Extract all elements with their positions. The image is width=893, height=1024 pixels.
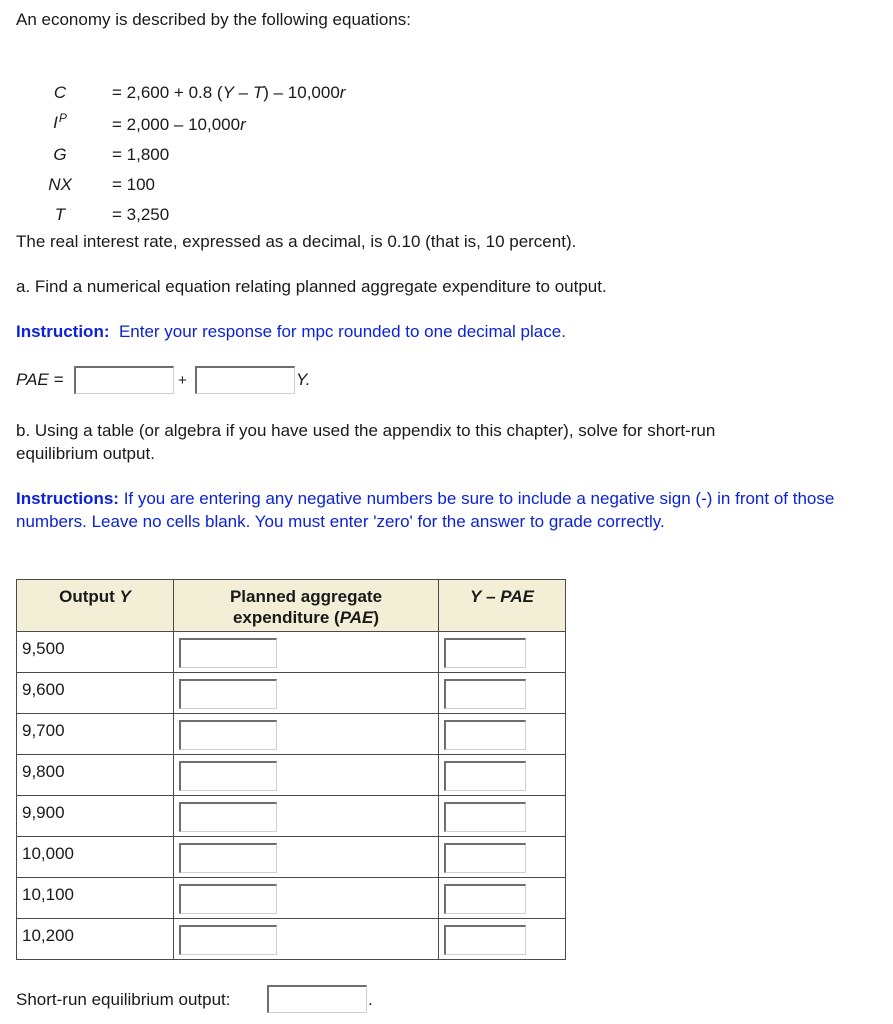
output-value: 9,900 — [17, 796, 174, 837]
y-minus-pae-cell — [439, 919, 566, 960]
output-value: 9,800 — [17, 755, 174, 796]
pae-input[interactable] — [179, 761, 277, 791]
table-row — [17, 632, 566, 673]
eq-rhs-ip: = 2,000 – 10,000r — [112, 115, 246, 134]
output-value: 9,500 — [17, 632, 174, 673]
y-minus-pae-cell — [439, 673, 566, 714]
y-minus-pae-input[interactable] — [444, 761, 526, 791]
intro-text: An economy is described by the following equations: — [16, 10, 412, 29]
pae-cell — [174, 632, 439, 673]
part-b-question-line1: b. Using a table (or algebra if you have used the appendix to this chapter), solve for short-run — [16, 421, 716, 440]
eq-rhs-g: = 1,800 — [112, 145, 170, 164]
eq-var-g: G — [53, 145, 67, 164]
pae-mpc-input[interactable] — [195, 366, 295, 394]
pae-cell — [174, 796, 439, 837]
instruction-text: Enter your response for mpc rounded to one decimal place. — [118, 322, 566, 341]
output-value: 9,700 — [17, 714, 174, 755]
equilibrium-label: Short-run equilibrium output: — [16, 990, 231, 1009]
table-header-row — [17, 580, 566, 632]
y-minus-pae-cell — [439, 796, 566, 837]
y-minus-pae-cell — [439, 632, 566, 673]
equilibrium-input[interactable] — [267, 985, 367, 1013]
pae-input[interactable] — [179, 843, 277, 873]
pae-cell — [174, 673, 439, 714]
output-value: 10,200 — [17, 919, 174, 960]
eq-var-nx: NX — [48, 175, 72, 194]
instructions-label: Instructions: — [16, 489, 119, 508]
y-minus-pae-input[interactable] — [444, 884, 526, 914]
table-row — [17, 878, 566, 919]
pae-input[interactable] — [179, 884, 277, 914]
equilibrium-suffix: . — [368, 990, 373, 1009]
interest-note: The real interest rate, expressed as a decimal, is 0.10 (that is, 10 percent). — [16, 232, 577, 251]
part-b-instructions-line2: numbers. Leave no cells blank. You must enter 'zero' for the answer to grade correctly. — [16, 512, 665, 531]
expenditure-table — [16, 579, 566, 960]
header-y-minus-pae: Y – PAE — [439, 580, 566, 632]
pae-intercept-input[interactable] — [74, 366, 174, 394]
y-minus-pae-cell — [439, 714, 566, 755]
pae-input[interactable] — [179, 679, 277, 709]
part-b-instructions-line1: Instructions: If you are entering any negative numbers be sure to include a negative sign (-) in front of those — [16, 489, 835, 508]
output-value: 10,000 — [17, 837, 174, 878]
y-minus-pae-cell — [439, 755, 566, 796]
pae-input[interactable] — [179, 925, 277, 955]
pae-input[interactable] — [179, 720, 277, 750]
y-minus-pae-input[interactable] — [444, 679, 526, 709]
y-minus-pae-input[interactable] — [444, 802, 526, 832]
eq-var-c: C — [53, 83, 67, 102]
part-a-instruction — [16, 322, 566, 342]
eq-rhs-c: = 2,600 + 0.8 (Y – T) – 10,000r — [112, 83, 346, 102]
header-output: Output Y — [17, 580, 174, 632]
eq-var-t: T — [54, 205, 66, 224]
table-row — [17, 919, 566, 960]
table-row — [17, 796, 566, 837]
pae-input[interactable] — [179, 638, 277, 668]
pae-input[interactable] — [179, 802, 277, 832]
output-value: 10,100 — [17, 878, 174, 919]
pae-cell — [174, 878, 439, 919]
header-pae: Planned aggregate expenditure (PAE) — [174, 580, 439, 632]
y-minus-pae-cell — [439, 878, 566, 919]
pae-cell — [174, 837, 439, 878]
y-minus-pae-input[interactable] — [444, 843, 526, 873]
table-row — [17, 673, 566, 714]
y-minus-pae-cell — [439, 837, 566, 878]
y-minus-pae-input[interactable] — [444, 925, 526, 955]
pae-label: PAE = — [16, 370, 64, 389]
y-minus-pae-input[interactable] — [444, 720, 526, 750]
pae-cell — [174, 755, 439, 796]
table-row — [17, 714, 566, 755]
eq-rhs-t: = 3,250 — [112, 205, 170, 224]
y-suffix: Y. — [296, 370, 311, 389]
table-row — [17, 837, 566, 878]
output-value: 9,600 — [17, 673, 174, 714]
part-b-question-line2: equilibrium output. — [16, 444, 155, 463]
table-row — [17, 755, 566, 796]
y-minus-pae-input[interactable] — [444, 638, 526, 668]
eq-var-ip: $I^P$ — [53, 111, 67, 132]
part-a-question: a. Find a numerical equation relating planned aggregate expenditure to output. — [16, 277, 607, 296]
plus-sign: + — [178, 372, 187, 389]
pae-cell — [174, 919, 439, 960]
pae-cell — [174, 714, 439, 755]
instruction-label: Instruction: — [16, 322, 110, 341]
eq-rhs-nx: = 100 — [112, 175, 156, 194]
